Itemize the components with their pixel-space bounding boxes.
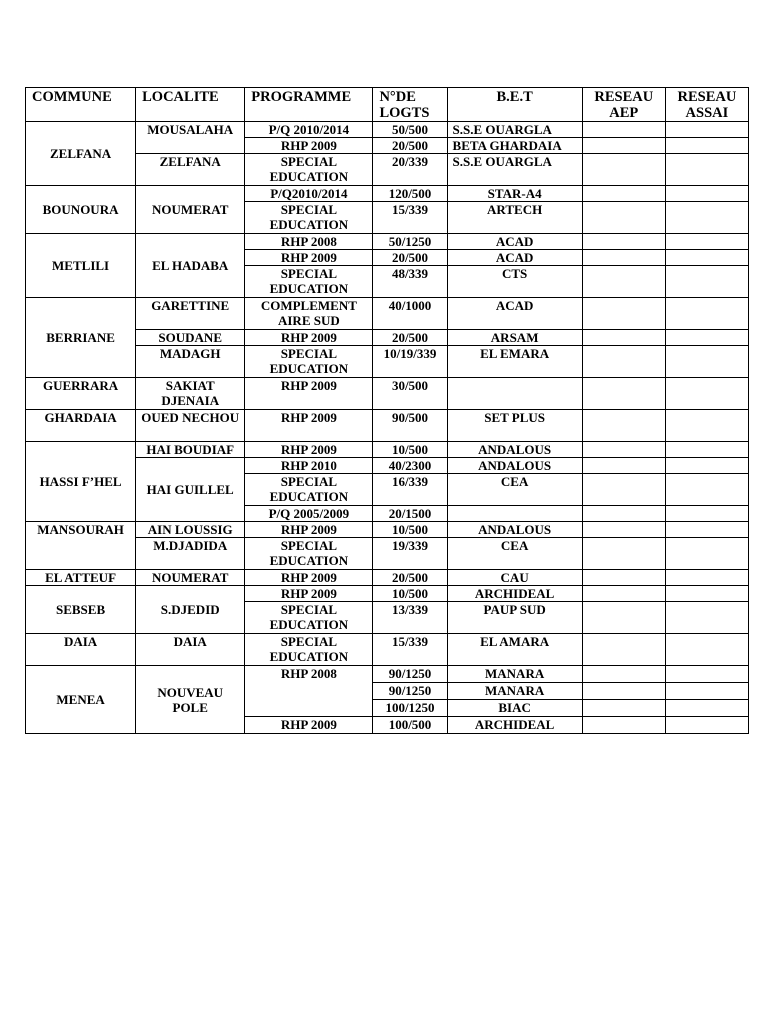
cell-programme: RHP 2010 xyxy=(245,458,373,474)
cell-commune: GUERRARA xyxy=(26,378,136,410)
cell-reseau-assai xyxy=(665,522,748,538)
cell-reseau-aep xyxy=(582,458,665,474)
cell-localite: MADAGH xyxy=(136,346,245,378)
cell-bet: ARTECH xyxy=(447,202,582,234)
cell-reseau-aep xyxy=(582,330,665,346)
cell-reseau-assai xyxy=(665,602,748,634)
cell-bet: PAUP SUD xyxy=(447,602,582,634)
cell-localite: SOUDANE xyxy=(136,330,245,346)
cell-commune: MENEA xyxy=(26,666,136,734)
cell-commune: BERRIANE xyxy=(26,298,136,378)
cell-reseau-assai xyxy=(665,442,748,458)
table-row xyxy=(26,666,749,683)
cell-reseau-aep xyxy=(582,250,665,266)
table-row xyxy=(26,586,749,602)
cell-logts: 15/339 xyxy=(373,202,447,234)
cell-reseau-aep xyxy=(582,154,665,186)
cell-bet: ACAD xyxy=(447,250,582,266)
cell-logts: 50/500 xyxy=(373,122,447,138)
cell-commune: ZELFANA xyxy=(26,122,136,186)
cell-programme: RHP 2008 xyxy=(245,234,373,250)
cell-programme: RHP 2009 xyxy=(245,138,373,154)
header-reseau-assai xyxy=(665,88,748,122)
cell-logts: 15/339 xyxy=(373,634,447,666)
cell-programme: SPECIAL EDUCATION xyxy=(245,266,373,298)
cell-reseau-assai xyxy=(665,700,748,717)
header-localite: LOCALITE xyxy=(136,88,245,122)
table-row xyxy=(26,234,749,250)
header-row xyxy=(26,88,749,122)
cell-logts: 40/1000 xyxy=(373,298,447,330)
cell-reseau-assai xyxy=(665,506,748,522)
cell-logts: 20/339 xyxy=(373,154,447,186)
cell-logts: 20/500 xyxy=(373,138,447,154)
cell-reseau-assai xyxy=(665,474,748,506)
cell-localite: MOUSALAHA xyxy=(136,122,245,154)
cell-reseau-aep xyxy=(582,522,665,538)
table-row xyxy=(26,522,749,538)
cell-commune: DAIA xyxy=(26,634,136,666)
cell-logts: 16/339 xyxy=(373,474,447,506)
header-logts xyxy=(373,88,447,122)
cell-localite: GARETTINE xyxy=(136,298,245,330)
cell-bet: CEA xyxy=(447,538,582,570)
cell-programme: SPECIAL EDUCATION xyxy=(245,602,373,634)
cell-bet: ANDALOUS xyxy=(447,458,582,474)
cell-reseau-aep xyxy=(582,202,665,234)
cell-reseau-aep xyxy=(582,634,665,666)
cell-programme: SPECIAL EDUCATION xyxy=(245,202,373,234)
cell-reseau-assai xyxy=(665,717,748,734)
cell-programme: COMPLEMENT AIRE SUD xyxy=(245,298,373,330)
cell-logts: 90/1250 xyxy=(373,666,447,683)
cell-bet: CEA xyxy=(447,474,582,506)
cell-programme: SPECIAL EDUCATION xyxy=(245,634,373,666)
cell-bet: MANARA xyxy=(447,666,582,683)
cell-logts: 30/500 xyxy=(373,378,447,410)
cell-localite: NOUVEAU POLE xyxy=(136,666,245,734)
cell-reseau-aep xyxy=(582,138,665,154)
cell-bet: EL EMARA xyxy=(447,346,582,378)
cell-reseau-assai xyxy=(665,666,748,683)
cell-programme: RHP 2008 xyxy=(245,666,373,717)
cell-bet: ANDALOUS xyxy=(447,442,582,458)
table-row xyxy=(26,570,749,586)
cell-reseau-aep xyxy=(582,122,665,138)
cell-reseau-aep xyxy=(582,717,665,734)
cell-programme: RHP 2009 xyxy=(245,250,373,266)
cell-bet: S.S.E OUARGLA xyxy=(447,154,582,186)
cell-programme: RHP 2009 xyxy=(245,330,373,346)
cell-programme: RHP 2009 xyxy=(245,717,373,734)
cell-reseau-aep xyxy=(582,666,665,683)
cell-reseau-aep xyxy=(582,602,665,634)
cell-programme: RHP 2009 xyxy=(245,410,373,442)
table-row xyxy=(26,442,749,458)
cell-logts: 40/2300 xyxy=(373,458,447,474)
cell-logts: 50/1250 xyxy=(373,234,447,250)
header-commune: COMMUNE xyxy=(26,88,136,122)
cell-reseau-assai xyxy=(665,378,748,410)
header-bet: B.E.T xyxy=(447,88,582,122)
header-aep-line1: RESEAU xyxy=(594,89,654,105)
cell-localite: AIN LOUSSIG xyxy=(136,522,245,538)
cell-reseau-assai xyxy=(665,154,748,186)
cell-reseau-assai xyxy=(665,538,748,570)
cell-logts: 20/1500 xyxy=(373,506,447,522)
cell-localite: SAKIAT DJENAIA xyxy=(136,378,245,410)
cell-bet: ACAD xyxy=(447,234,582,250)
cell-localite: DAIA xyxy=(136,634,245,666)
cell-reseau-assai xyxy=(665,410,748,442)
cell-commune: METLILI xyxy=(26,234,136,298)
cell-logts: 20/500 xyxy=(373,570,447,586)
header-reseau-aep xyxy=(582,88,665,122)
cell-programme: SPECIAL EDUCATION xyxy=(245,346,373,378)
header-logts-line2: LOGTS xyxy=(379,105,430,121)
cell-logts: 20/500 xyxy=(373,250,447,266)
cell-reseau-aep xyxy=(582,700,665,717)
cell-reseau-aep xyxy=(582,570,665,586)
cell-reseau-assai xyxy=(665,138,748,154)
cell-bet: CTS xyxy=(447,266,582,298)
cell-logts: 10/500 xyxy=(373,586,447,602)
cell-programme: SPECIAL EDUCATION xyxy=(245,538,373,570)
cell-logts: 90/1250 xyxy=(373,683,447,700)
cell-reseau-assai xyxy=(665,266,748,298)
cell-commune: GHARDAIA xyxy=(26,410,136,442)
cell-logts: 10/500 xyxy=(373,442,447,458)
cell-reseau-aep xyxy=(582,266,665,298)
cell-reseau-aep xyxy=(582,442,665,458)
cell-bet: ARSAM xyxy=(447,330,582,346)
cell-reseau-assai xyxy=(665,202,748,234)
table-row xyxy=(26,186,749,202)
table-row xyxy=(26,298,749,330)
cell-bet: ARCHIDEAL xyxy=(447,717,582,734)
cell-logts: 10/19/339 xyxy=(373,346,447,378)
table-row xyxy=(26,122,749,138)
cell-bet: SET PLUS xyxy=(447,410,582,442)
cell-reseau-aep xyxy=(582,346,665,378)
cell-reseau-aep xyxy=(582,474,665,506)
cell-localite: S.DJEDID xyxy=(136,586,245,634)
cell-reseau-aep xyxy=(582,410,665,442)
header-programme: PROGRAMME xyxy=(245,88,373,122)
projects-table xyxy=(25,87,749,734)
cell-localite: M.DJADIDA xyxy=(136,538,245,570)
cell-bet xyxy=(447,378,582,410)
cell-bet: STAR-A4 xyxy=(447,186,582,202)
cell-bet: ACAD xyxy=(447,298,582,330)
cell-localite: NOUMERAT xyxy=(136,186,245,234)
cell-logts: 48/339 xyxy=(373,266,447,298)
cell-reseau-aep xyxy=(582,683,665,700)
cell-reseau-aep xyxy=(582,186,665,202)
cell-commune: BOUNOURA xyxy=(26,186,136,234)
cell-programme: RHP 2009 xyxy=(245,378,373,410)
cell-logts: 10/500 xyxy=(373,522,447,538)
cell-reseau-aep xyxy=(582,378,665,410)
cell-logts: 20/500 xyxy=(373,330,447,346)
cell-localite: HAI GUILLEL xyxy=(136,458,245,522)
cell-reseau-assai xyxy=(665,634,748,666)
cell-localite: ZELFANA xyxy=(136,154,245,186)
cell-programme: RHP 2009 xyxy=(245,570,373,586)
cell-logts: 19/339 xyxy=(373,538,447,570)
cell-localite: NOUMERAT xyxy=(136,570,245,586)
cell-bet: EL AMARA xyxy=(447,634,582,666)
cell-programme: P/Q 2005/2009 xyxy=(245,506,373,522)
cell-programme: RHP 2009 xyxy=(245,522,373,538)
cell-reseau-aep xyxy=(582,586,665,602)
cell-reseau-assai xyxy=(665,186,748,202)
cell-reseau-assai xyxy=(665,330,748,346)
cell-bet: CAU xyxy=(447,570,582,586)
cell-reseau-assai xyxy=(665,458,748,474)
cell-bet: S.S.E OUARGLA xyxy=(447,122,582,138)
document-page xyxy=(25,87,749,734)
cell-reseau-assai xyxy=(665,298,748,330)
cell-programme: P/Q2010/2014 xyxy=(245,186,373,202)
header-aep-line2: AEP xyxy=(609,105,639,121)
cell-bet: BIAC xyxy=(447,700,582,717)
header-logts-line1: N°DE xyxy=(379,89,416,105)
cell-programme: P/Q 2010/2014 xyxy=(245,122,373,138)
cell-programme: SPECIAL EDUCATION xyxy=(245,154,373,186)
cell-localite: HAI BOUDIAF xyxy=(136,442,245,458)
cell-reseau-aep xyxy=(582,506,665,522)
cell-bet: ANDALOUS xyxy=(447,522,582,538)
cell-programme: RHP 2009 xyxy=(245,442,373,458)
cell-localite: EL HADABA xyxy=(136,234,245,298)
cell-reseau-assai xyxy=(665,570,748,586)
cell-commune: SEBSEB xyxy=(26,586,136,634)
cell-bet xyxy=(447,506,582,522)
cell-logts: 120/500 xyxy=(373,186,447,202)
cell-commune: MANSOURAH xyxy=(26,522,136,570)
cell-logts: 100/500 xyxy=(373,717,447,734)
cell-commune: EL ATTEUF xyxy=(26,570,136,586)
cell-reseau-assai xyxy=(665,683,748,700)
cell-logts: 100/1250 xyxy=(373,700,447,717)
cell-programme: RHP 2009 xyxy=(245,586,373,602)
cell-reseau-assai xyxy=(665,234,748,250)
cell-commune: HASSI F’HEL xyxy=(26,442,136,522)
cell-reseau-aep xyxy=(582,538,665,570)
cell-reseau-assai xyxy=(665,122,748,138)
table-row xyxy=(26,378,749,410)
table-row xyxy=(26,634,749,666)
cell-localite: OUED NECHOU xyxy=(136,410,245,442)
table-row xyxy=(26,410,749,442)
cell-logts: 13/339 xyxy=(373,602,447,634)
header-assai-line2: ASSAI xyxy=(685,105,729,121)
cell-reseau-assai xyxy=(665,586,748,602)
cell-reseau-aep xyxy=(582,234,665,250)
cell-reseau-aep xyxy=(582,298,665,330)
cell-reseau-assai xyxy=(665,346,748,378)
cell-reseau-assai xyxy=(665,250,748,266)
cell-programme: SPECIAL EDUCATION xyxy=(245,474,373,506)
cell-bet: ARCHIDEAL xyxy=(447,586,582,602)
header-assai-line1: RESEAU xyxy=(677,89,737,105)
cell-bet: BETA GHARDAIA xyxy=(447,138,582,154)
cell-logts: 90/500 xyxy=(373,410,447,442)
cell-bet: MANARA xyxy=(447,683,582,700)
